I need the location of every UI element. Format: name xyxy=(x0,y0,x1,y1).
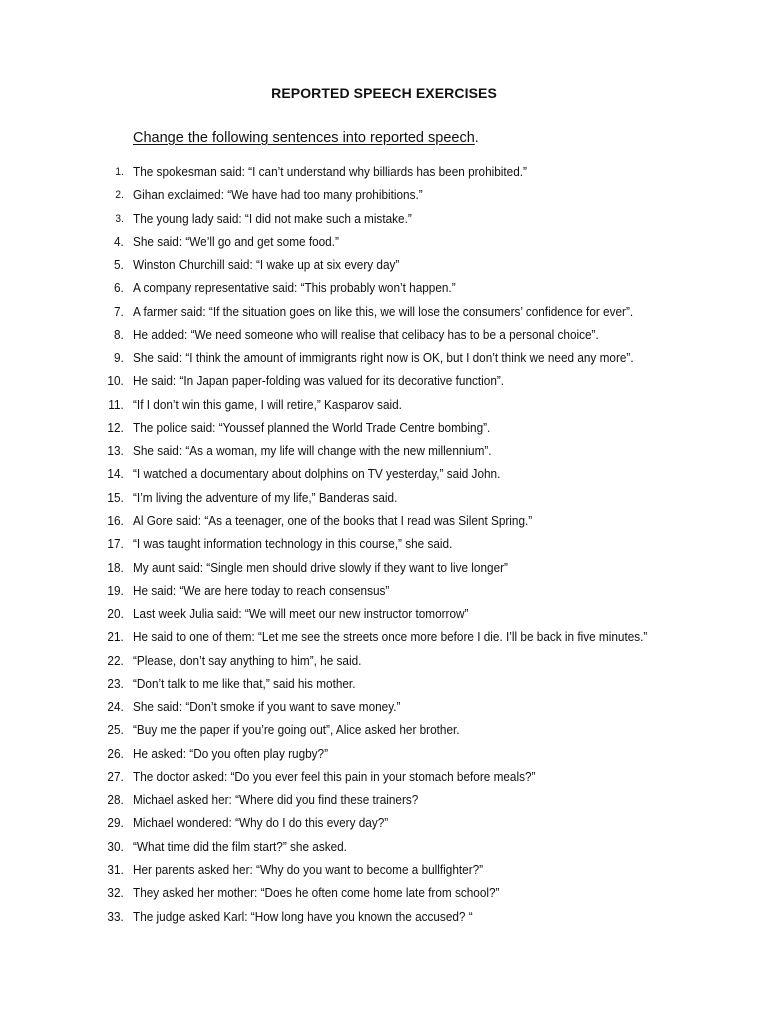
exercise-item xyxy=(11,651,718,674)
exercise-number: 9. xyxy=(113,350,124,366)
exercise-number: 19. xyxy=(107,582,124,598)
exercise-item xyxy=(11,418,718,441)
exercise-item xyxy=(11,697,718,720)
exercise-text: He said: “We are here today to reach consensus” xyxy=(133,582,390,598)
exercise-text: “I’m living the adventure of my life,” Banderas said. xyxy=(133,489,398,505)
exercise-number: 7. xyxy=(113,303,124,319)
exercise-number: 11. xyxy=(108,396,124,412)
exercise-number: 10. xyxy=(107,373,124,389)
exercise-text: The judge asked Karl: “How long have you known the accused? “ xyxy=(133,908,473,924)
exercise-number: 8. xyxy=(113,326,124,342)
exercise-number: 1. xyxy=(115,166,124,178)
exercise-text: Winston Churchill said: “I wake up at six every day” xyxy=(133,257,400,273)
exercise-item xyxy=(11,744,718,767)
exercise-number: 17. xyxy=(107,536,124,552)
exercise-item xyxy=(11,813,718,836)
exercise-number: 3. xyxy=(115,212,124,225)
exercise-number: 31. xyxy=(107,861,124,877)
exercise-item xyxy=(11,674,718,697)
exercise-text: “Don’t talk to me like that,” said his mother. xyxy=(133,675,356,691)
exercise-number: 25. xyxy=(107,722,124,738)
exercise-text: A company representative said: “This probably won’t happen.” xyxy=(133,280,456,296)
exercise-number: 14. xyxy=(107,466,124,482)
exercise-number: 4. xyxy=(113,233,124,249)
exercise-number: 30. xyxy=(107,838,124,854)
exercise-item xyxy=(11,907,718,930)
exercise-item xyxy=(11,232,718,255)
exercise-text: The young lady said: “I did not make such a mistake.” xyxy=(133,210,412,226)
exercise-item xyxy=(11,278,718,301)
exercise-item xyxy=(11,325,718,348)
exercise-item xyxy=(11,488,718,511)
exercise-number: 21. xyxy=(107,629,124,645)
exercise-text: He added: “We need someone who will realise that celibacy has to be a personal choice”. xyxy=(133,326,599,342)
exercise-item xyxy=(11,627,718,650)
exercise-item xyxy=(11,883,718,906)
exercise-item xyxy=(11,302,718,325)
exercise-text: Al Gore said: “As a teenager, one of the books that I read was Silent Spring.” xyxy=(133,512,533,528)
exercise-item xyxy=(11,604,718,627)
exercise-item xyxy=(11,534,718,557)
exercise-text: Gihan exclaimed: “We have had too many prohibitions.” xyxy=(133,187,423,203)
exercise-item xyxy=(11,185,718,208)
exercise-text: “Please, don’t say anything to him”, he said. xyxy=(133,652,362,668)
exercise-text: They asked her mother: “Does he often come home late from school?” xyxy=(133,885,500,901)
exercise-text: She said: “We’ll go and get some food.” xyxy=(133,233,339,249)
exercise-text: The spokesman said: “I can’t understand why billiards has been prohibited.” xyxy=(133,164,527,179)
exercise-number: 15. xyxy=(107,489,124,505)
exercise-item xyxy=(11,860,718,883)
exercise-text: Michael wondered: “Why do I do this every day?” xyxy=(133,815,389,831)
exercise-number: 20. xyxy=(107,606,124,622)
exercise-number: 33. xyxy=(107,908,124,924)
exercise-item xyxy=(11,511,718,534)
exercise-text: She said: “Don’t smoke if you want to save money.” xyxy=(133,699,401,715)
exercise-number: 13. xyxy=(107,443,124,459)
exercise-item xyxy=(11,348,718,371)
exercise-text: She said: “I think the amount of immigrants right now is OK, but I don’t think we need any more”. xyxy=(133,350,634,366)
exercise-number: 26. xyxy=(107,745,124,761)
exercise-item xyxy=(11,558,718,581)
exercise-item xyxy=(11,395,718,418)
exercise-number: 6. xyxy=(113,280,124,296)
exercise-item xyxy=(11,464,718,487)
instruction-text: Change the following sentences into reported speech xyxy=(133,130,475,146)
exercise-number: 24. xyxy=(107,699,124,715)
exercise-item xyxy=(11,837,718,860)
exercise-text: “I watched a documentary about dolphins on TV yesterday,” said John. xyxy=(133,466,501,482)
exercise-number: 16. xyxy=(107,512,124,528)
exercise-number: 23. xyxy=(107,675,124,691)
exercise-item xyxy=(11,767,718,790)
exercise-number: 18. xyxy=(107,559,124,575)
exercise-item xyxy=(11,371,718,394)
exercise-text: “What time did the film start?” she asked. xyxy=(133,838,347,854)
exercise-list xyxy=(0,162,768,930)
exercise-number: 29. xyxy=(107,815,124,831)
exercise-number: 12. xyxy=(107,419,124,435)
document-title: REPORTED SPEECH EXERCISES xyxy=(271,85,497,101)
exercise-text: “I was taught information technology in this course,” she said. xyxy=(133,536,453,552)
exercise-text: The doctor asked: “Do you ever feel this pain in your stomach before meals?” xyxy=(133,768,536,784)
exercise-item xyxy=(11,441,718,464)
exercise-item xyxy=(11,162,718,185)
exercise-item xyxy=(11,790,718,813)
exercise-text: He asked: “Do you often play rugby?” xyxy=(133,745,329,761)
exercise-text: Michael asked her: “Where did you find these trainers? xyxy=(133,792,419,808)
exercise-number: 22. xyxy=(107,652,124,668)
exercise-number: 5. xyxy=(113,257,124,273)
exercise-text: She said: “As a woman, my life will change with the new millennium”. xyxy=(133,443,492,459)
instruction-line xyxy=(133,130,479,146)
exercise-text: He said: “In Japan paper-folding was valued for its decorative function”. xyxy=(133,373,505,389)
exercise-text: Last week Julia said: “We will meet our new instructor tomorrow” xyxy=(133,606,469,622)
exercise-text: My aunt said: “Single men should drive slowly if they want to live longer” xyxy=(133,559,508,575)
exercise-text: “If I don’t win this game, I will retire,” Kasparov said. xyxy=(133,396,402,412)
exercise-number: 2. xyxy=(115,189,124,202)
exercise-item xyxy=(11,209,718,232)
exercise-number: 27. xyxy=(107,768,124,784)
exercise-item xyxy=(11,255,718,278)
exercise-text: He said to one of them: “Let me see the streets once more before I die. I’ll be back in five minutes.” xyxy=(133,629,648,645)
exercise-text: The police said: “Youssef planned the World Trade Centre bombing”. xyxy=(133,419,491,435)
exercise-text: “Buy me the paper if you’re going out”, Alice asked her brother. xyxy=(133,722,460,738)
exercise-number: 32. xyxy=(107,885,124,901)
exercise-item xyxy=(11,581,718,604)
exercise-text: Her parents asked her: “Why do you want to become a bullfighter?” xyxy=(133,861,484,877)
instruction-period: . xyxy=(474,130,479,146)
exercise-text: A farmer said: “If the situation goes on like this, we will lose the consumers’ confidence for ever”. xyxy=(133,303,634,319)
exercise-number: 28. xyxy=(107,792,124,808)
exercise-item xyxy=(11,720,718,743)
